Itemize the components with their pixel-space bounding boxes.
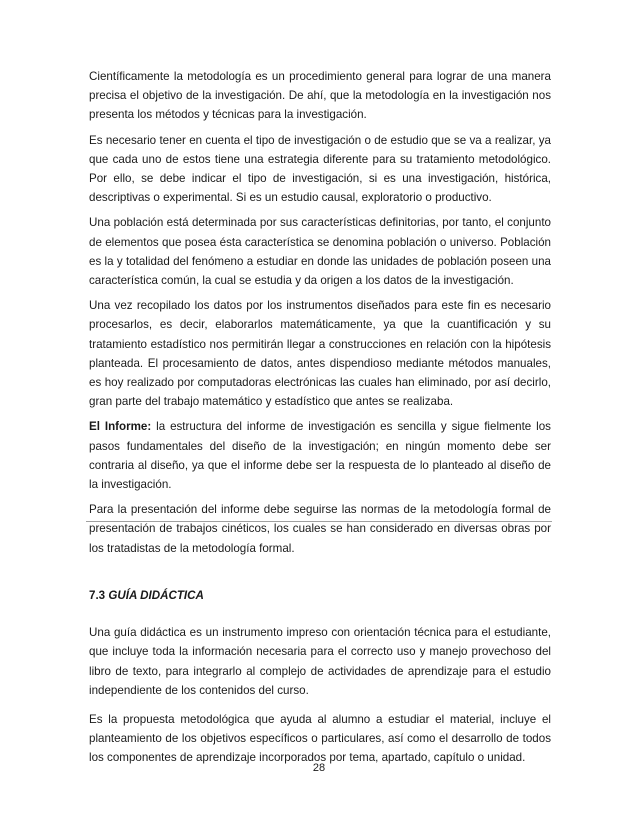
paragraph-report-presentation: [89, 500, 551, 558]
paragraph-report: [89, 417, 551, 494]
paragraph-guide-definition: [89, 623, 551, 700]
paragraph-text: Para la presentación del informe debe seguirse las normas de la metodología formal de presentación de trabajos cinéticos, los cuales se han considerado en diversas obras por los tratadistas de la metodología formal.: [89, 503, 551, 555]
paragraph-text: Es la propuesta metodológica que ayuda al alumno a estudiar el material, incluye el planteamiento de los objetivos específicos o particulares, así como el desarrollo de todos los componentes de aprendizaje incorporados por tema, apartado, capítulo o unidad.: [89, 713, 551, 765]
paragraph-text: la estructura del informe de investigación es sencilla y sigue fielmente los pasos fundamentales del diseño de la investigación; en ningún momento debe ser contraria al diseño, ya que el informe debe ser la respuesta de lo planteado al diseño de la investigación.: [89, 420, 551, 492]
paragraph-text: Científicamente la metodología es un procedimiento general para lograr de una manera precisa el objetivo de la investigación. De ahí, que la metodología en la investigación nos presenta los métodos y técnicas para la investigación.: [89, 70, 551, 122]
section-heading: [89, 586, 551, 605]
paragraph-text: Es necesario tener en cuenta el tipo de investigación o de estudio que se va a realizar, ya que cada uno de estos tiene una estrategia diferente para su tratamiento metodológico. Por ello, se debe indicar el tipo de investigación, si es una investigación, histórica, descriptivas o experimental. Si es un estudio causal, exploratorio o productivo.: [89, 133, 551, 205]
paragraph-text: Una población está determinada por sus características definitorias, por tanto, el conjunto de elementos que posea ésta característica se denomina población o universo. Población es la y totalidad del fenómeno a estudiar en donde las unidades de población poseen una característica común, la cual se estudia y da origen a los datos de la investigación.: [89, 216, 551, 288]
section-title: GUÍA DIDÁCTICA: [108, 589, 204, 602]
page-number: 28: [312, 762, 326, 774]
section-divider: [86, 521, 552, 522]
paragraph-lead-term: El Informe:: [89, 420, 152, 434]
paragraph-text: Una guía didáctica es un instrumento impreso con orientación técnica para el estudiante, que incluye toda la información necesaria para el correcto uso y manejo provechoso del libro de texto, para integrarlo al complejo de actividades de aprendizaje para el estudio independiente de los contenidos del curso.: [89, 626, 551, 697]
paragraph-text: Una vez recopilado los datos por los instrumentos diseñados para este fin es necesario procesarlos, es decir, elaborarlos matemáticamente, ya que la cuantificación y su tratamiento estadístico nos permitirán llegar a construcciones en relación con la hipótesis planteada. El procesamiento de datos, antes dispendioso mediante métodos manuales, es hoy realizado por computadoras electrónicas las cuales han eliminado, por así decirlo, gran parte del trabajo matemático y estadístico que antes se realizaba.: [89, 299, 551, 409]
section-number: 7.3: [89, 589, 106, 602]
paragraph-data-processing: [89, 296, 551, 411]
paragraph-guide-proposal: [89, 710, 551, 768]
body-text-bottom: [89, 586, 551, 778]
body-text-top: [89, 67, 551, 564]
paragraph-population: [89, 213, 551, 290]
paragraph-methodology: [89, 67, 551, 125]
paragraph-research-type: [89, 131, 551, 208]
